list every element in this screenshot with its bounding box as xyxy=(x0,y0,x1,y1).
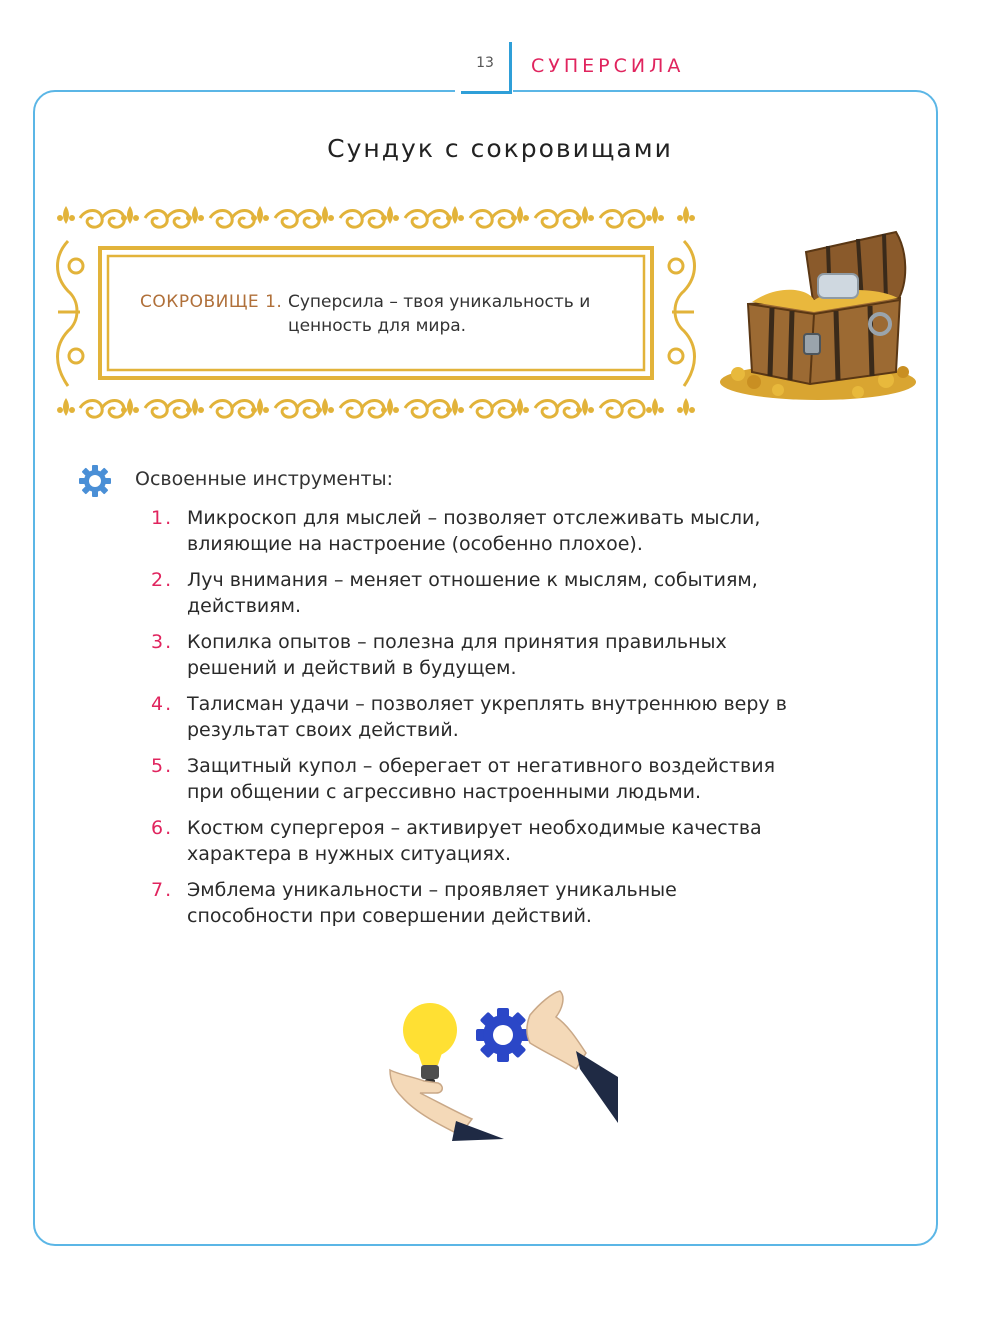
lightbulb-gear-hands-illustration xyxy=(380,985,625,1145)
list-item-text: Талисман удачи – позволяет укреплять внутреннюю веру в результат своих действий. xyxy=(187,693,787,741)
gear-icon xyxy=(78,464,112,498)
list-item xyxy=(148,629,828,681)
list-item xyxy=(148,877,828,929)
list-item-text: Луч внимания – меняет отношение к мыслям, событиям, действиям. xyxy=(187,569,758,617)
list-item-text: Эмблема уникальности – проявляет уникальные способности при совершении действий. xyxy=(187,879,677,927)
list-item-text: Защитный купол – оберегает от негативного воздействия при общении с агрессивно настроенными людьми. xyxy=(187,755,776,803)
list-item-number: 3. xyxy=(151,631,174,653)
treasure-chest-illustration xyxy=(718,222,918,407)
list-item xyxy=(148,505,828,557)
page-title: Сундук с сокровищами xyxy=(327,134,673,163)
tools-list xyxy=(148,505,828,939)
list-item-text: Копилка опытов – полезна для принятия правильных решений и действий в будущем. xyxy=(187,631,727,679)
list-item-text: Костюм супергероя – активирует необходимые качества характера в нужных ситуациях. xyxy=(187,817,762,865)
ornament-left-side xyxy=(58,241,84,386)
list-item-number: 1. xyxy=(151,507,174,529)
gear-icon xyxy=(476,1008,530,1062)
lightbulb-icon xyxy=(403,1003,457,1084)
treasure-card xyxy=(140,290,640,338)
ornament-right-side xyxy=(669,241,695,386)
list-item-number: 2. xyxy=(151,569,174,591)
list-item-number: 4. xyxy=(151,693,174,715)
page-number: 13 xyxy=(476,55,494,71)
treasure-label: СОКРОВИЩЕ 1. xyxy=(140,292,283,312)
list-item-number: 5. xyxy=(151,755,174,777)
list-item xyxy=(148,691,828,743)
section-title: СУПЕРСИЛА xyxy=(531,55,685,77)
list-item xyxy=(148,815,828,867)
treasure-description: Суперсила – твоя уникальность и ценность для мира. xyxy=(288,292,591,336)
list-item xyxy=(148,567,828,619)
list-item-number: 7. xyxy=(151,879,174,901)
header-divider-horizontal xyxy=(461,91,512,94)
ornament-bottom-band xyxy=(80,398,664,417)
header-divider-vertical xyxy=(509,42,512,94)
list-item xyxy=(148,753,828,805)
tools-heading: Освоенные инструменты: xyxy=(135,468,393,490)
list-item-number: 6. xyxy=(151,817,174,839)
list-item-text: Микроскоп для мыслей – позволяет отслеживать мысли, влияющие на настроение (особенно плохое). xyxy=(187,507,761,555)
ornament-top-band xyxy=(80,206,664,227)
